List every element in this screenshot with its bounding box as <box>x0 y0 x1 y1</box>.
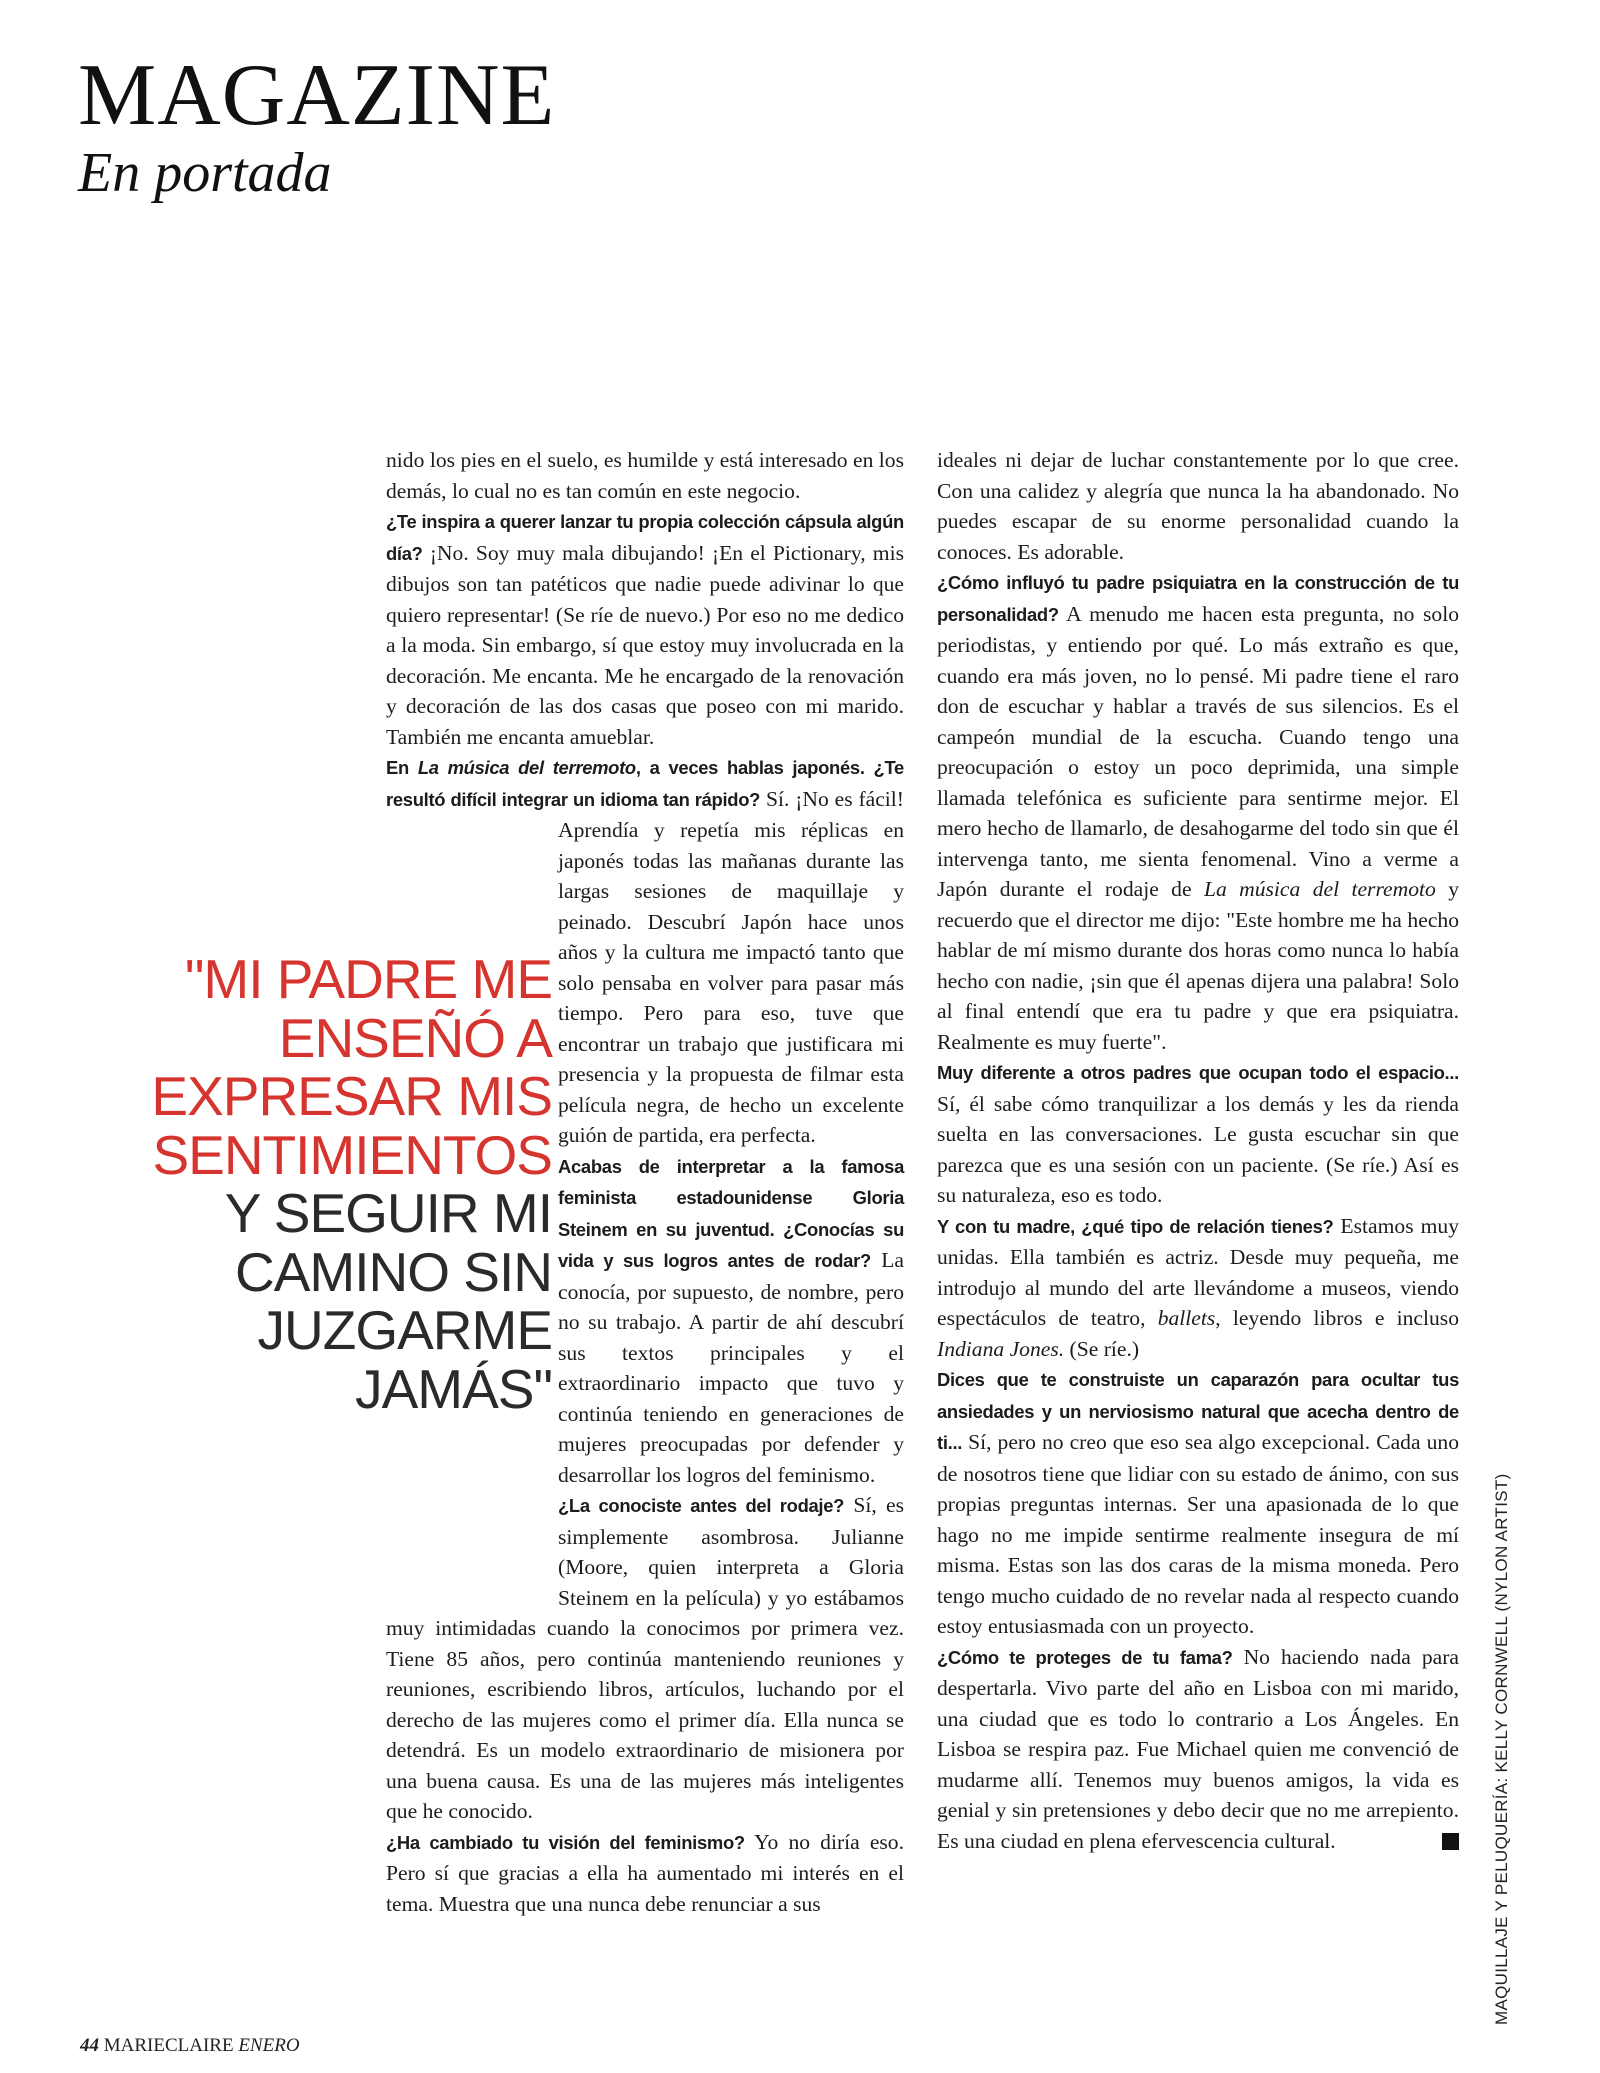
question: ¿Cómo te proteges de tu fama? <box>937 1646 1233 1668</box>
page-footer <box>80 2035 300 2057</box>
question: ¿Cómo influyó tu padre psiquiatra en la construcción de tu personalidad? <box>937 572 1459 625</box>
end-mark-icon <box>1442 1833 1459 1850</box>
pull-quote-space <box>348 815 558 1605</box>
qa-block <box>937 1364 1459 1642</box>
masthead <box>78 47 556 204</box>
question-part: , a veces hablas japonés. ¿Te resultó difícil integrar un idioma tan rápido? <box>386 757 904 810</box>
photo-credit <box>1492 1425 1512 2025</box>
film-title: La música del terremoto <box>1203 877 1436 901</box>
section-subtitle: En portada <box>78 142 332 204</box>
pull-quote-red: "MI PADRE ME ENSEÑÓ A EXPRESAR MIS SENTIMIENTOS <box>151 948 552 1186</box>
qa-block <box>937 1211 1459 1365</box>
page-number: 44 <box>80 2035 99 2056</box>
qa-block <box>386 752 904 1151</box>
credit-text: MAQUILLAJE Y PELUQUERÍA: KELLY CORNWELL (NYLON ARTIST) <box>1492 1473 1511 2025</box>
question: ¿La conociste antes del rodaje? <box>558 1495 845 1516</box>
qa-block <box>386 1827 904 1920</box>
question: ¿Ha cambiado tu visión del feminismo? <box>386 1831 745 1853</box>
answer: Sí, pero no creo que eso sea algo excepcional. Cada uno de nosotros tiene que lidiar con su estado de ánimo, con sus propias preguntas internas. Ser una apasionada de lo que hago no me impide sentirme realmente insegura de mí misma. Estas son las dos caras de la misma moneda. Pero tengo mucho cuidado de no revelar nada al respecto cuando estoy entusiasmada con un proyecto. <box>937 1430 1459 1638</box>
qa-block <box>937 567 1459 1057</box>
film-title: La música del terremoto <box>417 757 636 778</box>
question: Acabas de interpretar a la famosa feminista estadounidense Gloria Steinem en su juventud. ¿Conocías su vida y sus logros antes de rodar? <box>558 1155 904 1271</box>
answer: Sí, él sabe cómo tranquilizar a los demás y les da rienda suelta en las conversaciones. Le gusta escuchar sin que parezca que es una sesión con un paciente. (Se ríe.) Así es su naturaleza, eso es todo. <box>937 1091 1459 1207</box>
answer: Sí, es simplemente asombrosa. Julianne (Moore, quien interpreta a Gloria Steinem en la película) y yo estábamos muy intimidadas cuando la conocimos por primera vez. Tiene 85 años, pero continúa manteniendo reuniones y reuniones, escribiendo libros, artículos, luchando por el derecho de las mujeres como el primer día. Ella nunca se detendrá. Es un modelo extraordinario de misionera por una buena causa. Es una de las mujeres más inteligentes que he conocido. <box>386 1493 904 1823</box>
paragraph: nido los pies en el suelo, es humilde y está interesado en los demás, lo cual no es tan común en este negocio. <box>386 448 904 503</box>
article-column-left <box>386 445 904 1919</box>
question: Dices que te construiste un caparazón para ocultar tus ansiedades y un nerviosismo natural que acecha dentro de ti... <box>937 1369 1459 1453</box>
paragraph: ideales ni dejar de luchar constantemente por lo que cree. Con una calidez y alegría que nunca la ha abandonado. No puedes escapar de su enorme personalidad cuando la conoces. Es adorable. <box>937 448 1459 564</box>
answer: No haciendo nada para despertarla. Vivo parte del año en Lisboa con mi marido, una ciudad que es todo lo contrario a Los Ángeles. En Lisboa se respira paz. Fue Michael quien me convenció de mudarme allí. Tenemos muy buenos amigos, la vida es genial y sin pretensiones y debo decir que no me arrepiento. Es una ciudad en plena efervescencia cultural. <box>937 1644 1460 1853</box>
qa-block <box>937 1057 1459 1211</box>
pull-quote-dark: Y SEGUIR MI CAMINO SIN JUZGARME JAMÁS" <box>224 1182 552 1420</box>
answer: ¡No. Soy muy mala dibujando! ¡En el Pictionary, mis dibujos son tan patéticos que nadie puede adivinar lo que quiero representar! (Se ríe de nuevo.) Por eso no me dedico a la moda. Sin embargo, sí que estoy muy involucrada en la decoración. Me encanta. Me he encargado de la renovación y decoración de las dos casas que poseo con mi marido. También me encanta amueblar. <box>386 540 904 749</box>
answer-part: (Se ríe.) <box>1064 1336 1140 1361</box>
question: ¿Te inspira a querer lanzar tu propia colección cápsula algún día? <box>386 511 904 564</box>
answer-part: Estamos muy unidas. Ella también es actriz. Desde muy pequeña, me introdujo al mundo del arte llevándome a museos, viendo espectáculos de teatro, <box>937 1213 1459 1330</box>
qa-block <box>386 506 904 752</box>
answer: Sí. ¡No es fácil! Aprendía y repetía mis réplicas en japonés todas las mañanas durante las largas sesiones de maquillaje y peinado. Descubrí Japón hace unos años y la cultura me impactó tanto que solo pensaba en volver para pasar más tiempo. Pero para eso, tuve que encontrar un trabajo que justificara mi presencia y la propuesta de filmar esta película negra, de hecho un excelente guión de partida, era perfecta. <box>558 787 904 1148</box>
answer: Yo no diría eso. Pero sí que gracias a ella ha aumentado mi interés en el tema. Muestra que una nunca debe renunciar a sus <box>386 1829 904 1916</box>
question-part: En <box>386 757 418 778</box>
answer-part: , leyendo libros e incluso <box>1215 1306 1460 1330</box>
question: Muy diferente a otros padres que ocupan todo el espacio... <box>937 1062 1459 1083</box>
question: Y con tu madre, ¿qué tipo de relación tienes? <box>937 1215 1334 1237</box>
qa-block <box>937 1642 1459 1857</box>
issue-month: ENERO <box>238 2035 300 2056</box>
article-column-right <box>937 445 1459 1856</box>
italic-term: ballets <box>1157 1306 1216 1330</box>
italic-term: Indiana Jones. <box>937 1336 1065 1361</box>
answer: La conocía, por supuesto, de nombre, pero no su trabajo. A partir de ahí descubrí sus textos principales y el extraordinario impacto que tuvo y continúa teniendo en generaciones de mujeres preocupadas por defender y desarrollar los logros del feminismo. <box>558 1248 904 1487</box>
section-title: MAGAZINE <box>78 47 556 144</box>
magazine-name: MARIECLAIRE <box>103 2035 234 2056</box>
answer-part: y recuerdo que el director me dijo: "Este hombre me ha hecho hablar de mí mismo durante dos horas como nunca lo había hecho con nadie, ¡sin que él apenas dijera una palabra! Solo al final entendí que era tu padre y que era psiquiatra. Realmente es muy fuerte". <box>937 877 1460 1054</box>
answer-part: A menudo me hacen esta pregunta, no solo periodistas, y entiendo por qué. Lo más extraño es que, cuando era más joven, no lo pensé. Mi padre tiene el raro don de escuchar y hablar a través de sus silencios. Es el campeón mundial de la escucha. Cuando tengo una preocupación o estoy un poco deprimida, una simple llamada telefónica es suficiente para sentirme mejor. El mero hecho de llamarlo, de desahogarme del todo sin que él intervenga tanto, me sienta fenomenal. Vino a verme a Japón durante el rodaje de <box>937 601 1459 901</box>
